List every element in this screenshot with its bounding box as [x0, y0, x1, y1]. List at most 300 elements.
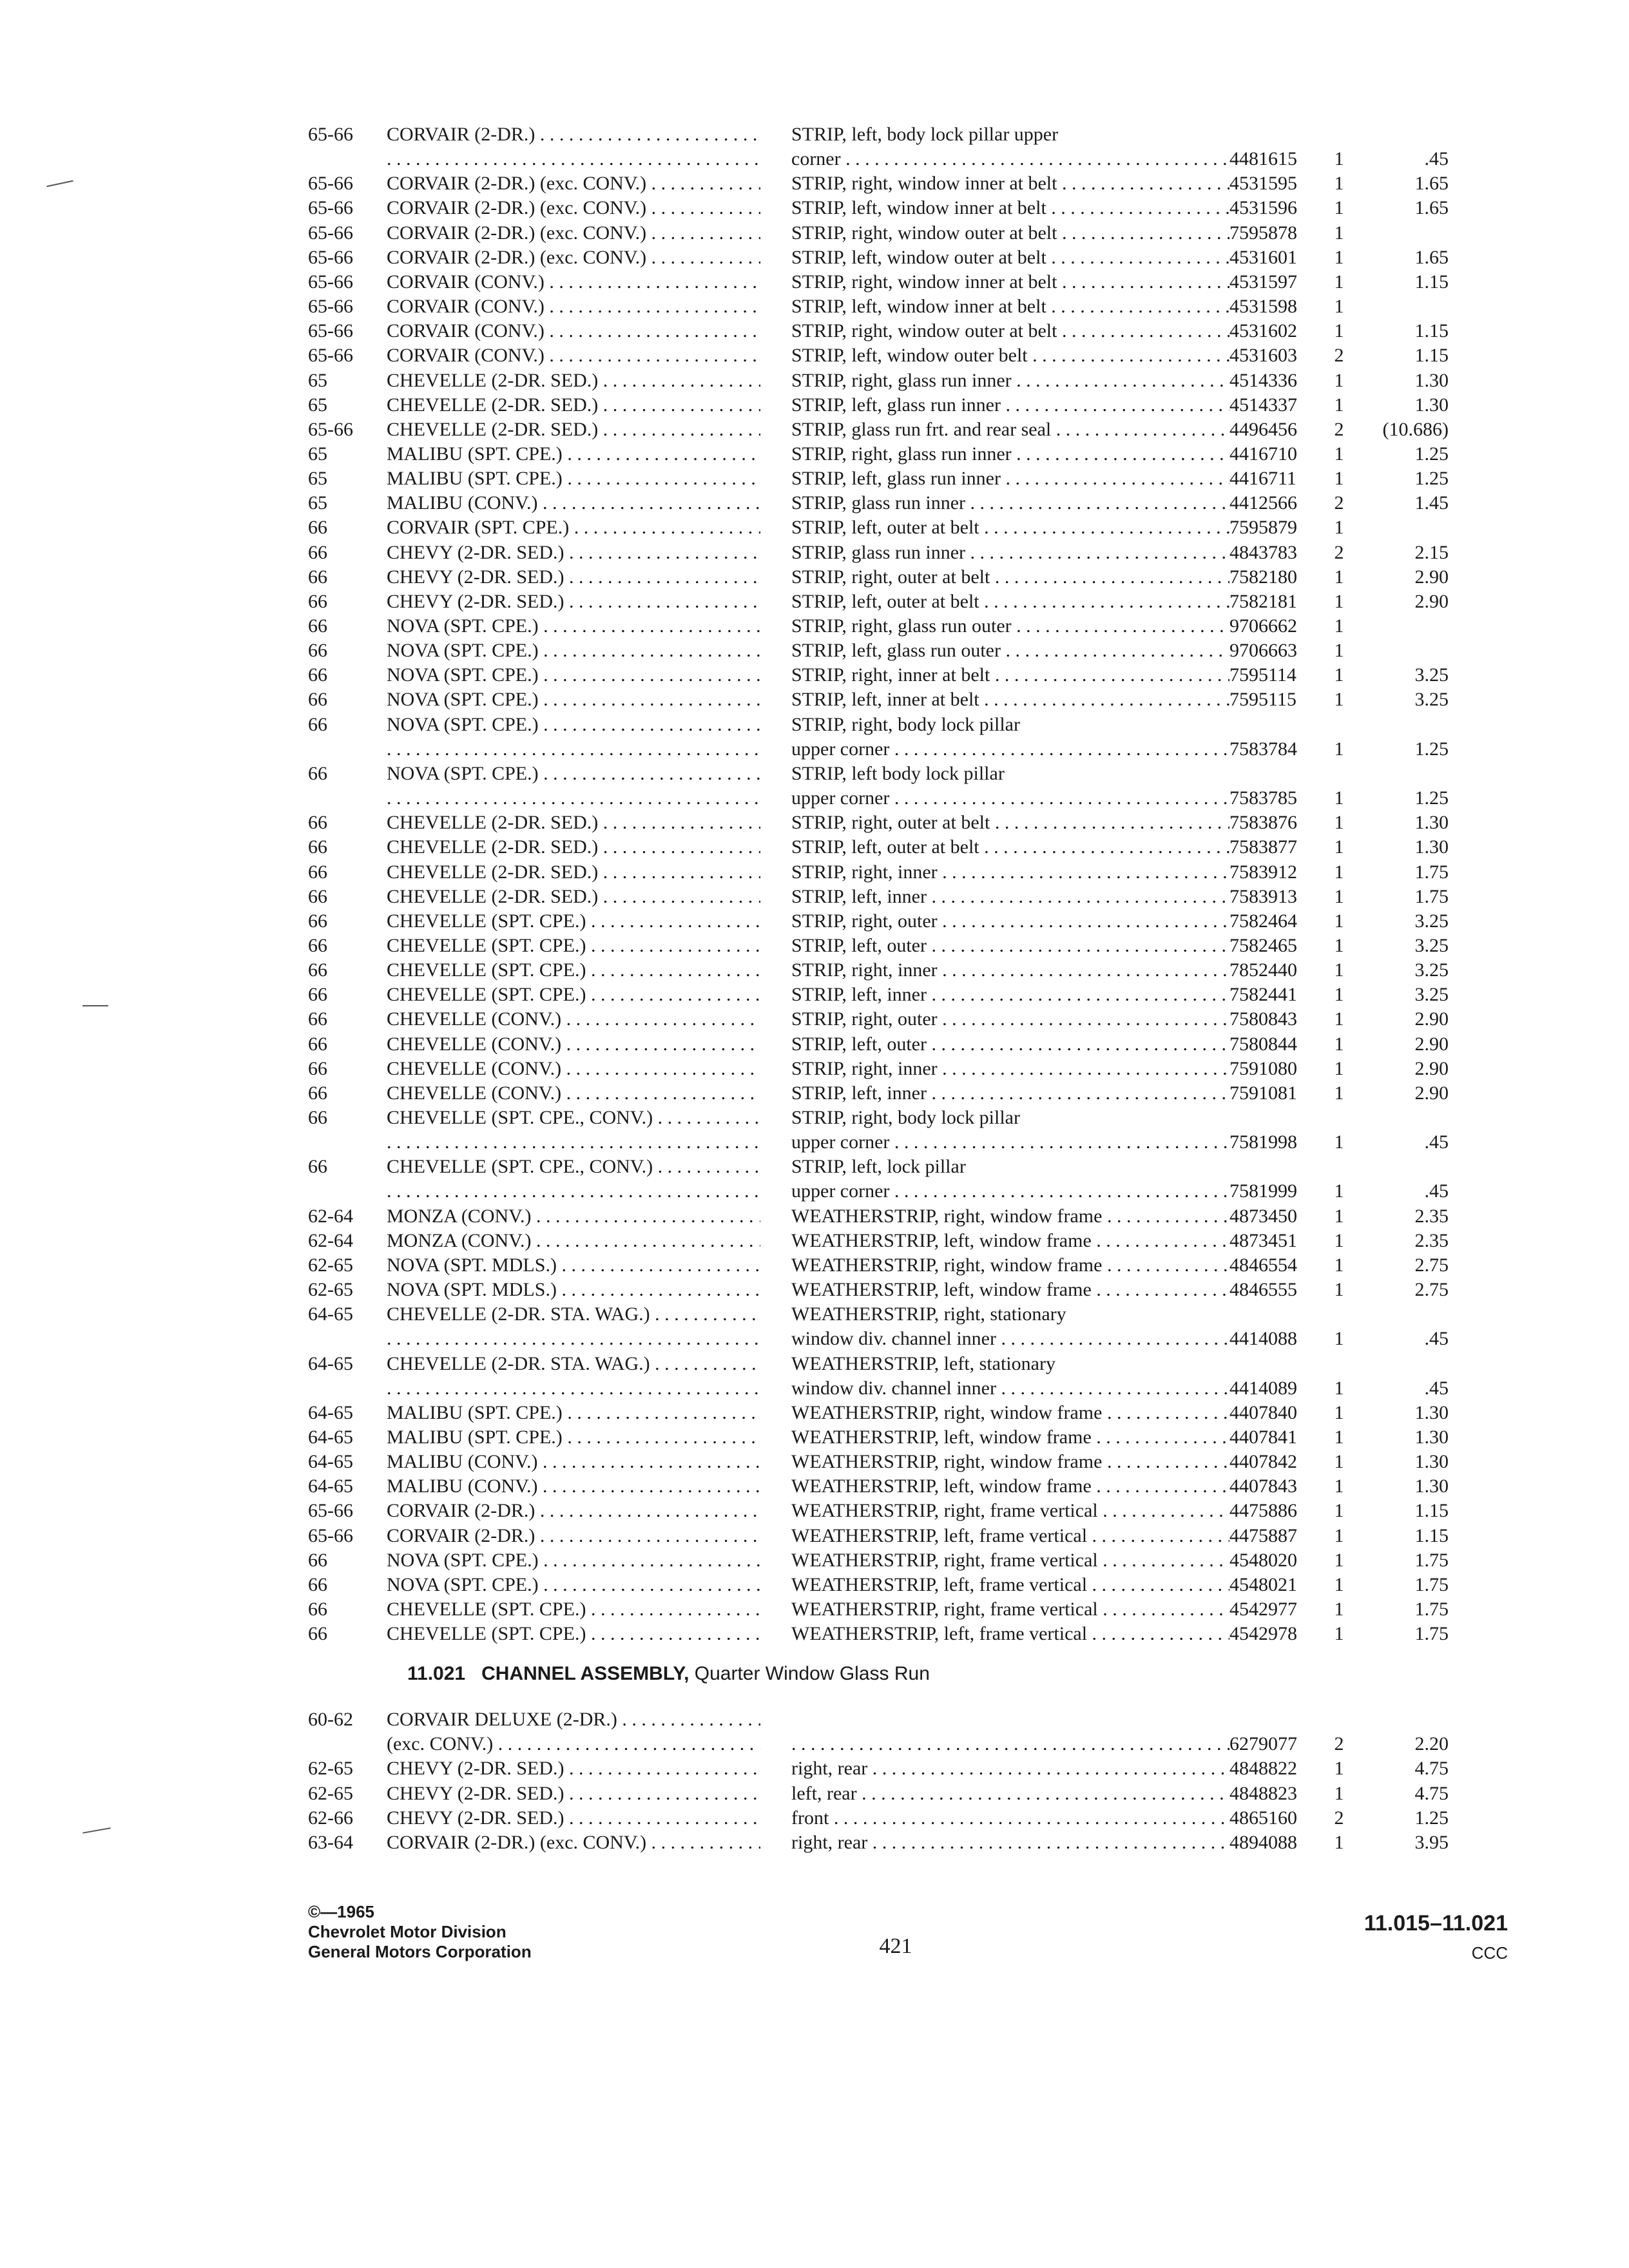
dot-leader	[1092, 1279, 1229, 1300]
quantity-cell-text: 1	[1334, 1279, 1344, 1301]
dot-leader	[586, 984, 760, 1005]
quantity-cell	[1326, 1130, 1352, 1155]
model-cell	[387, 590, 760, 614]
part-number-cell	[1229, 1081, 1320, 1106]
dot-leader	[646, 1832, 760, 1853]
price-cell	[1356, 491, 1449, 515]
dot-leader	[545, 271, 760, 293]
part-number-cell-text: 4475886	[1229, 1500, 1297, 1522]
part-number-cell	[1229, 171, 1320, 196]
year-cell-text: 66	[308, 934, 327, 956]
quantity-cell	[1326, 1831, 1352, 1855]
part-number-cell-text: 4548021	[1229, 1573, 1297, 1595]
description-cell-text: STRIP, right, inner	[791, 861, 938, 883]
part-number-cell	[1229, 1474, 1320, 1499]
quantity-cell	[1326, 1007, 1352, 1032]
dot-leader	[537, 1451, 760, 1472]
description-cell-text: WEATHERSTRIP, left, frame vertical	[791, 1524, 1088, 1546]
price-cell-text: 1.65	[1414, 246, 1449, 268]
price-cell-text: 1.15	[1414, 1524, 1449, 1546]
part-number-cell-text: 7582464	[1229, 910, 1297, 932]
price-cell-text: 1.75	[1414, 1623, 1449, 1645]
model-cell-text: CHEVELLE (SPT. CPE., CONV.)	[387, 1156, 653, 1178]
dot-leader	[1028, 345, 1229, 366]
dot-leader	[564, 591, 760, 612]
price-cell-text: 3.25	[1414, 664, 1449, 686]
year-cell	[308, 515, 385, 540]
model-cell	[387, 1155, 760, 1179]
model-cell	[387, 885, 760, 909]
year-cell-text: 66	[308, 1599, 327, 1620]
model-cell-text: MALIBU (SPT. CPE.)	[387, 1426, 563, 1448]
dot-leader	[965, 492, 1229, 514]
model-cell	[387, 565, 760, 590]
part-number-cell	[1229, 1278, 1320, 1302]
quantity-cell-text: 1	[1334, 271, 1344, 293]
description-cell	[791, 1007, 1229, 1032]
description-cell	[791, 221, 1229, 245]
part-number-cell	[1229, 270, 1320, 294]
quantity-cell	[1326, 835, 1352, 860]
table-row	[0, 1831, 1629, 1855]
description-cell-text: upper corner	[791, 738, 890, 760]
dot-leader	[1057, 222, 1229, 244]
description-cell	[791, 1106, 1229, 1130]
model-cell-text: CHEVELLE (SPT. CPE.)	[387, 984, 586, 1006]
dot-leader	[1012, 615, 1229, 637]
model-cell	[387, 1204, 760, 1229]
dot-leader	[539, 615, 760, 637]
model-cell-text: NOVA (SPT. CPE.)	[387, 762, 539, 784]
quantity-cell	[1326, 860, 1352, 885]
dot-leader	[938, 959, 1229, 981]
year-cell	[308, 1401, 385, 1425]
part-number-cell-text: 4548020	[1229, 1549, 1297, 1571]
model-cell-text: CORVAIR DELUXE (2-DR.)	[387, 1709, 617, 1730]
description-cell-text: upper corner	[791, 1131, 890, 1153]
year-cell	[308, 1204, 385, 1229]
year-cell	[308, 909, 385, 934]
year-cell	[308, 1707, 385, 1732]
dot-leader	[531, 1230, 760, 1251]
part-number-cell	[1229, 294, 1320, 319]
part-number-cell-text: 4416711	[1229, 468, 1296, 490]
dot-leader	[569, 517, 760, 538]
quantity-cell	[1326, 393, 1352, 418]
price-cell	[1356, 1732, 1449, 1756]
model-cell-text: MALIBU (SPT. CPE.)	[387, 468, 563, 490]
description-cell-text: WEATHERSTRIP, left, window frame	[791, 1279, 1092, 1301]
quantity-cell	[1326, 909, 1352, 934]
quantity-cell	[1326, 1253, 1352, 1278]
model-cell	[387, 1707, 760, 1732]
table-row	[0, 958, 1629, 983]
part-number-cell-text: 6279077	[1229, 1733, 1297, 1755]
dot-leader	[545, 296, 760, 317]
dot-leader	[557, 1279, 760, 1300]
description-cell	[791, 1302, 1229, 1327]
price-cell-text: 4.75	[1414, 1782, 1449, 1804]
price-cell-text: .45	[1424, 1131, 1449, 1153]
quantity-cell	[1326, 491, 1352, 515]
model-cell-text: CORVAIR (CONV.)	[387, 271, 545, 293]
dot-leader	[539, 1550, 760, 1571]
table-row	[0, 1782, 1629, 1806]
price-cell	[1356, 1782, 1449, 1806]
quantity-cell-text: 2	[1334, 418, 1344, 440]
model-cell-text: CORVAIR (2-DR.) (exc. CONV.)	[387, 173, 647, 195]
model-cell-text: CHEVY (2-DR. SED.)	[387, 590, 564, 612]
description-cell-text: STRIP, left, window inner at belt	[791, 197, 1046, 219]
description-cell-text: STRIP, left, outer at belt	[791, 517, 979, 539]
table-row	[0, 343, 1629, 368]
year-cell	[308, 1032, 385, 1057]
price-cell-text: 1.25	[1414, 468, 1449, 490]
year-cell	[308, 1155, 385, 1179]
dot-leader	[927, 1082, 1229, 1104]
part-number-cell	[1229, 663, 1320, 687]
table-row	[0, 1278, 1629, 1302]
price-cell	[1356, 1229, 1449, 1253]
year-cell	[308, 1782, 385, 1806]
quantity-cell	[1326, 1032, 1352, 1057]
model-cell	[387, 1401, 760, 1425]
model-cell-text: NOVA (SPT. CPE.)	[387, 640, 539, 662]
table-row	[0, 369, 1629, 393]
quantity-cell-text: 1	[1334, 984, 1344, 1006]
quantity-cell	[1326, 590, 1352, 614]
quantity-cell	[1326, 343, 1352, 368]
part-number-cell	[1229, 1327, 1320, 1351]
quantity-cell	[1326, 1376, 1352, 1401]
description-cell	[791, 811, 1229, 835]
part-number-cell	[1229, 614, 1320, 639]
dot-leader	[927, 935, 1229, 956]
price-cell-text: 1.45	[1414, 492, 1449, 514]
part-number-cell-text: 4843783	[1229, 541, 1297, 563]
dot-leader	[598, 836, 760, 858]
table-row	[0, 1401, 1629, 1425]
dot-leader	[545, 345, 760, 366]
quantity-cell-text: 1	[1334, 1475, 1344, 1497]
table-row	[0, 1622, 1629, 1646]
part-number-cell-text: 4865160	[1229, 1807, 1297, 1829]
dot-leader	[387, 1328, 760, 1349]
year-cell	[308, 1622, 385, 1646]
quantity-cell	[1326, 1806, 1352, 1831]
table-row	[0, 1499, 1629, 1523]
year-cell-text: 66	[308, 984, 327, 1006]
description-cell-text: WEATHERSTRIP, right, frame vertical	[791, 1549, 1098, 1571]
year-cell	[308, 590, 385, 614]
description-cell	[791, 590, 1229, 614]
part-number-cell	[1229, 1831, 1320, 1855]
description-cell-text: STRIP, right, body lock pillar	[791, 713, 1020, 735]
model-cell-text: CHEVY (2-DR. SED.)	[387, 1807, 564, 1829]
dot-leader	[617, 1709, 760, 1730]
part-number-cell	[1229, 909, 1320, 934]
part-number-cell	[1229, 1450, 1320, 1474]
quantity-cell-text: 1	[1334, 1623, 1344, 1645]
part-number-cell-text: 7582181	[1229, 590, 1297, 612]
dot-leader	[1102, 1206, 1229, 1227]
description-cell	[791, 343, 1229, 368]
quantity-cell	[1326, 1179, 1352, 1204]
price-cell	[1356, 270, 1449, 294]
description-cell	[791, 1425, 1229, 1450]
table-row	[0, 196, 1629, 220]
year-cell	[308, 614, 385, 639]
part-number-cell-text: 4873450	[1229, 1205, 1297, 1227]
dot-leader	[996, 1328, 1229, 1349]
model-cell	[387, 1376, 760, 1401]
page-number: 421	[879, 1934, 912, 1958]
table-row	[0, 1597, 1629, 1622]
year-cell	[308, 663, 385, 687]
quantity-cell	[1326, 885, 1352, 909]
year-cell	[308, 221, 385, 245]
part-number-cell-text: 7852440	[1229, 959, 1297, 981]
model-cell	[387, 196, 760, 220]
dot-leader	[564, 1783, 760, 1804]
model-cell-text: CHEVELLE (CONV.)	[387, 1082, 562, 1104]
table-row	[0, 1707, 1629, 1732]
year-cell	[308, 1474, 385, 1499]
model-cell-text: CHEVELLE (SPT. CPE., CONV.)	[387, 1107, 653, 1128]
description-cell-text: STRIP, right, window outer at belt	[791, 320, 1057, 342]
model-cell-text: CHEVELLE (CONV.)	[387, 1008, 562, 1030]
year-cell-text: 65-66	[308, 296, 353, 318]
quantity-cell	[1326, 196, 1352, 220]
part-number-cell-text: 7583877	[1229, 836, 1297, 858]
price-cell	[1356, 466, 1449, 491]
price-cell	[1356, 393, 1449, 418]
model-cell	[387, 515, 760, 540]
price-cell	[1356, 958, 1449, 983]
quantity-cell	[1326, 221, 1352, 245]
price-cell	[1356, 1474, 1449, 1499]
price-cell-text: .45	[1424, 148, 1449, 170]
part-number-cell-text: 7583876	[1229, 812, 1297, 834]
model-cell	[387, 1106, 760, 1130]
price-cell-text: 1.15	[1414, 320, 1449, 342]
table-row	[0, 442, 1629, 466]
model-cell	[387, 1130, 760, 1155]
description-cell-text: WEATHERSTRIP, right, window frame	[791, 1254, 1103, 1276]
part-number-cell-text: 7583913	[1229, 885, 1297, 907]
part-number-cell	[1229, 393, 1320, 418]
model-cell	[387, 147, 760, 171]
year-cell-text: 66	[308, 861, 327, 883]
part-number-cell	[1229, 811, 1320, 835]
table-row	[0, 1007, 1629, 1032]
dot-leader	[990, 664, 1229, 686]
year-cell	[308, 1229, 385, 1253]
dot-leader	[564, 1758, 760, 1779]
year-cell	[308, 1597, 385, 1622]
year-cell-text: 66	[308, 910, 327, 932]
dot-leader	[1102, 1254, 1229, 1276]
description-cell-text: window div. channel inner	[791, 1377, 996, 1399]
description-cell-text: WEATHERSTRIP, left, stationary	[791, 1352, 1055, 1374]
quantity-cell	[1326, 983, 1352, 1007]
dot-leader	[598, 812, 760, 833]
quantity-cell	[1326, 541, 1352, 565]
table-row	[0, 122, 1629, 147]
description-cell	[791, 909, 1229, 934]
model-cell-text: CORVAIR (2-DR.) (exc. CONV.)	[387, 246, 647, 268]
price-cell-text: 1.15	[1414, 271, 1449, 293]
dot-leader	[990, 812, 1229, 833]
price-cell-text: 1.25	[1414, 738, 1449, 760]
section-heading	[407, 1661, 930, 1687]
description-cell	[791, 1155, 1229, 1179]
price-cell	[1356, 1081, 1449, 1106]
price-cell	[1356, 737, 1449, 762]
price-cell	[1356, 196, 1449, 220]
price-cell	[1356, 171, 1449, 196]
model-cell-text: MALIBU (CONV.)	[387, 1475, 538, 1497]
part-number-cell-text: 4481615	[1229, 148, 1297, 170]
price-cell	[1356, 1806, 1449, 1831]
model-cell-text: CHEVELLE (2-DR. SED.)	[387, 861, 599, 883]
year-cell	[308, 491, 385, 515]
description-cell	[791, 663, 1229, 687]
year-cell-text: 66	[308, 541, 327, 563]
section-subtitle: Quarter Window Glass Run	[694, 1663, 930, 1684]
dot-leader	[545, 320, 760, 341]
part-number-cell	[1229, 196, 1320, 220]
quantity-cell-text: 1	[1334, 1057, 1344, 1079]
section-title: CHANNEL ASSEMBLY,	[481, 1663, 689, 1684]
description-cell-text: STRIP, right, window inner at belt	[791, 173, 1057, 195]
table-row	[0, 418, 1629, 442]
part-number-cell-text: 9706663	[1229, 640, 1297, 662]
year-cell-text: 66	[308, 959, 327, 981]
year-cell-text: 66	[308, 1033, 327, 1055]
corporation: General Motors Corporation	[308, 1942, 532, 1961]
part-number-cell	[1229, 1204, 1320, 1229]
quantity-cell	[1326, 147, 1352, 171]
year-cell-text: 64-65	[308, 1426, 353, 1448]
model-cell	[387, 1007, 760, 1032]
table-row	[0, 147, 1629, 171]
table-row	[0, 590, 1629, 614]
table-row	[0, 909, 1629, 934]
model-cell-text: CORVAIR (SPT. CPE.)	[387, 517, 570, 539]
description-cell	[791, 1179, 1229, 1204]
quantity-cell	[1326, 737, 1352, 762]
description-cell	[791, 1524, 1229, 1548]
price-cell	[1356, 835, 1449, 860]
dot-leader	[938, 1008, 1229, 1030]
table-row	[0, 565, 1629, 590]
part-number-cell-text: 4542978	[1229, 1623, 1297, 1645]
quantity-cell-text: 1	[1334, 1082, 1344, 1104]
table-row	[0, 1524, 1629, 1548]
part-number-cell	[1229, 1253, 1320, 1278]
quantity-cell-text: 2	[1334, 1807, 1344, 1829]
price-cell	[1356, 1401, 1449, 1425]
year-cell-text: 65-66	[308, 418, 353, 440]
description-cell	[791, 958, 1229, 983]
quantity-cell-text: 1	[1334, 148, 1344, 170]
part-number-cell	[1229, 1499, 1320, 1523]
quantity-cell	[1326, 786, 1352, 811]
table-row	[0, 934, 1629, 958]
dot-leader	[1057, 320, 1229, 341]
year-cell	[308, 860, 385, 885]
quantity-cell-text: 1	[1334, 787, 1344, 809]
dot-leader	[561, 1008, 760, 1030]
year-cell-text: 66	[308, 566, 327, 588]
year-cell	[308, 762, 385, 786]
price-cell-text: 1.30	[1414, 836, 1449, 858]
price-cell	[1356, 541, 1449, 565]
table-row	[0, 1573, 1629, 1597]
dot-leader	[563, 1402, 760, 1423]
dot-leader	[539, 1574, 760, 1595]
year-cell-text: 66	[308, 812, 327, 834]
quantity-cell	[1326, 1548, 1352, 1573]
price-cell-text: 1.30	[1414, 812, 1449, 834]
year-cell	[308, 934, 385, 958]
quantity-cell	[1326, 614, 1352, 639]
part-number-cell-text: 7591080	[1229, 1057, 1297, 1079]
description-cell-text: STRIP, right, inner	[791, 959, 938, 981]
description-cell-text: right, rear	[791, 1832, 868, 1853]
dot-leader	[561, 1082, 760, 1104]
quantity-cell-text: 1	[1334, 1758, 1344, 1780]
description-cell-text: WEATHERSTRIP, right, frame vertical	[791, 1599, 1098, 1620]
quantity-cell	[1326, 811, 1352, 835]
part-number-cell	[1229, 1597, 1320, 1622]
part-number-cell	[1229, 147, 1320, 171]
description-cell-text: STRIP, right, inner	[791, 1057, 938, 1079]
year-cell	[308, 958, 385, 983]
description-cell-text: STRIP, left, glass run outer	[791, 640, 1001, 662]
quantity-cell-text: 1	[1334, 1377, 1344, 1399]
part-number-cell-text: 4407841	[1229, 1426, 1297, 1448]
part-number-cell-text: 7591081	[1229, 1082, 1297, 1104]
dot-leader	[535, 1525, 760, 1546]
model-cell	[387, 1253, 760, 1278]
price-cell-text: 1.25	[1414, 1807, 1449, 1829]
dot-leader	[927, 984, 1229, 1005]
year-cell-text: 65-66	[308, 222, 353, 244]
year-cell-text: 62-64	[308, 1229, 353, 1251]
part-number-cell	[1229, 1782, 1320, 1806]
part-number-cell-text: 7595879	[1229, 517, 1297, 539]
dot-leader	[387, 738, 760, 760]
description-cell	[791, 885, 1229, 909]
quantity-cell	[1326, 663, 1352, 687]
table-row	[0, 1806, 1629, 1831]
model-cell	[387, 343, 760, 368]
model-cell-text: CHEVELLE (SPT. CPE.)	[387, 1623, 586, 1645]
part-number-cell	[1229, 491, 1320, 515]
quantity-cell-text: 1	[1334, 1426, 1344, 1448]
description-cell	[791, 1597, 1229, 1622]
table-row	[0, 294, 1629, 319]
quantity-cell	[1326, 1450, 1352, 1474]
table-row	[0, 983, 1629, 1007]
year-cell	[308, 1806, 385, 1831]
price-cell	[1356, 1573, 1449, 1597]
model-cell	[387, 909, 760, 934]
part-number-cell	[1229, 860, 1320, 885]
year-cell-text: 65-66	[308, 320, 353, 342]
